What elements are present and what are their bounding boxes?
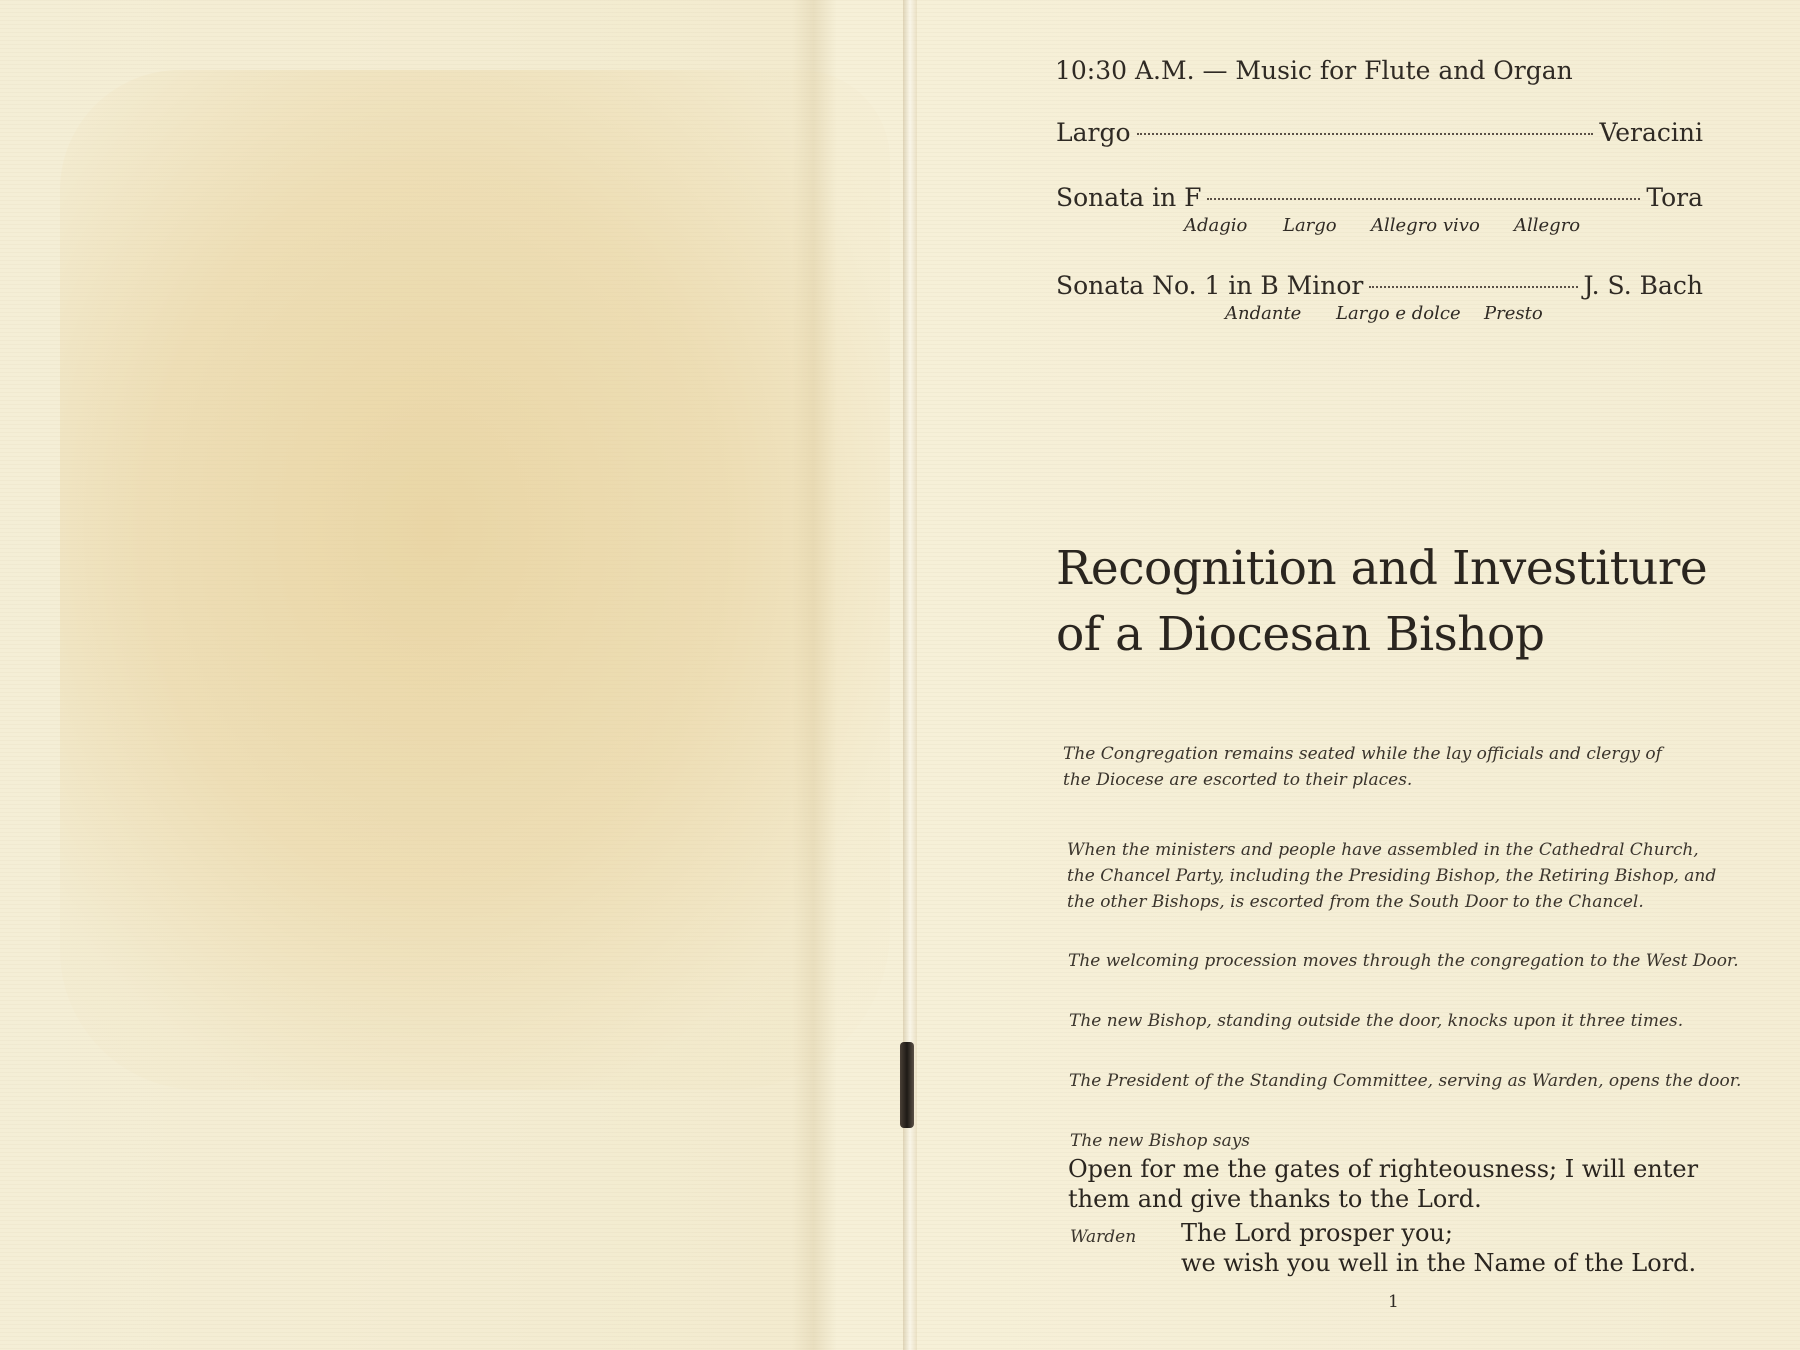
movement: Allegro vivo: [1371, 215, 1480, 236]
booklet-fold: [903, 0, 917, 1350]
service-title: [1056, 536, 1707, 668]
piece-title: Sonata No. 1 in B Minor: [1056, 271, 1364, 300]
movement: Andante: [1225, 303, 1302, 324]
service-title-line: Recognition and Investiture: [1056, 541, 1708, 596]
bishop-line: Open for me the gates of righteousness; I will enter them and give thanks to the Lord.: [1068, 1155, 1699, 1213]
program-row-largo: [1056, 118, 1703, 147]
rubric-procession: The welcoming procession moves through the congregation to the West Door.: [1068, 951, 1739, 971]
staple: [900, 1042, 914, 1128]
service-title-line: of a Diocesan Bishop: [1056, 607, 1545, 662]
piece-title: Largo: [1056, 118, 1131, 147]
program-row-sonata-b-minor: [1056, 271, 1703, 300]
program-time-heading: 10:30 A.M. — Music for Flute and Organ: [1055, 56, 1573, 85]
rubric-congregation: The Congregation remains seated while the lay officials and clergy of the Diocese are escorted to their places.: [1063, 744, 1662, 790]
program-row-sonata-f: [1056, 183, 1703, 212]
rubric-warden-opens: The President of the Standing Committee, serving as Warden, opens the door.: [1069, 1071, 1742, 1091]
leader-dots: [1137, 133, 1594, 135]
paper-stain: [60, 70, 890, 1090]
page-number: 1: [1388, 1292, 1399, 1312]
right-page: [917, 0, 1800, 1350]
movement: Adagio: [1184, 215, 1248, 236]
piece-composer: Veracini: [1599, 118, 1703, 147]
rubric-bishop-says: The new Bishop says: [1070, 1131, 1251, 1151]
leader-dots: [1207, 198, 1640, 200]
movement: Allegro: [1514, 215, 1581, 236]
speaker-label-warden: Warden: [1070, 1227, 1137, 1247]
warden-response: [1181, 1218, 1701, 1278]
movement: Presto: [1484, 303, 1543, 324]
rubric-knocks: The new Bishop, standing outside the door, knocks upon it three times.: [1069, 1011, 1684, 1031]
leader-dots: [1369, 286, 1577, 288]
piece-composer: Tora: [1646, 183, 1703, 212]
movement: Largo: [1283, 215, 1337, 236]
rubric-ministers-assembled: When the ministers and people have assembled in the Cathedral Church, the Chancel Party, including the Presiding Bishop, the Retiring Bishop, and the other Bishops, is escorted from the South Door to the Chancel.: [1067, 840, 1717, 912]
movement: Largo e dolce: [1336, 303, 1461, 324]
warden-line: we wish you well in the Name of the Lord.: [1181, 1249, 1697, 1277]
warden-line: The Lord prosper you;: [1181, 1219, 1453, 1247]
piece-composer: J. S. Bach: [1583, 271, 1703, 300]
piece-title: Sonata in F: [1056, 183, 1202, 212]
